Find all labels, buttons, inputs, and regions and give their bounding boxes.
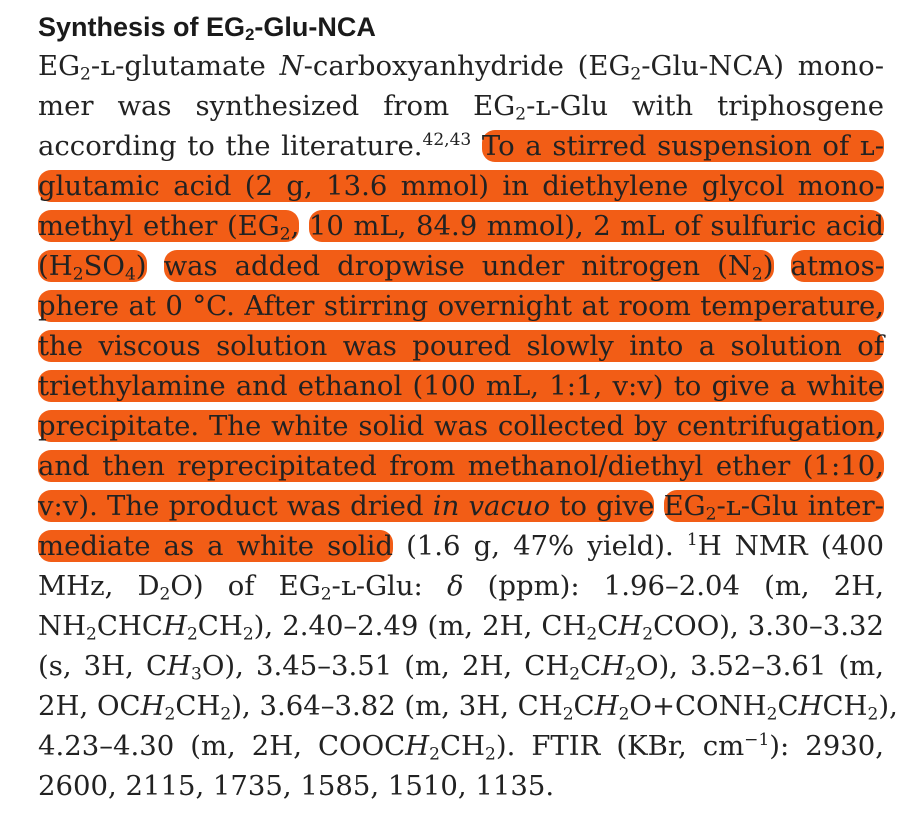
highlight-segment: mediate as a white solid bbox=[38, 530, 393, 562]
body-line-9 bbox=[38, 366, 884, 406]
body-line-5 bbox=[38, 206, 884, 246]
body-line-17: 2H, $OCH_2CH_2$), 3.64–3.82 (m, 3H, $CH_2CH_2O+CONH_2CHCH_2$), bbox=[38, 690, 898, 725]
highlight-segment: the viscous solution was poured slowly into a solution of bbox=[38, 330, 884, 362]
highlight-segment: $(H_2SO_4)$ bbox=[38, 250, 147, 285]
body-line-13: mediate as a white solid (1.6 g, 47% yield). $^1$H NMR (400 bbox=[38, 529, 885, 562]
highlight-segment: and then reprecipitated from methanol/diethyl ether (1:10, bbox=[38, 450, 884, 482]
body-line-15: $NH_2CHCH_2CH_2$), 2.40–2.49 (m, 2H, $CH_2CH_2COO$), 3.30–3.32 bbox=[38, 610, 885, 645]
highlight-segment: was added dropwise under nitrogen $(N_2)$ bbox=[163, 250, 774, 285]
body-line-11 bbox=[38, 446, 884, 486]
highlight-segment: glutamic acid (2 g, 13.6 mmol) in diethylene glycol mono- bbox=[38, 170, 884, 202]
body-line-10 bbox=[38, 406, 884, 446]
highlight-segment: atmos- bbox=[790, 250, 885, 282]
body-line-8 bbox=[38, 326, 884, 366]
body-line-12 bbox=[38, 486, 884, 526]
body-line-18: 4.23–4.30 (m, 2H, $COOCH_2CH_2$). FTIR (KBr, $cm^{-1}$): 2930, bbox=[38, 729, 885, 765]
body-line-2: mer was synthesized from $EG_2-ʟ$-Glu with triphosgene bbox=[38, 90, 884, 125]
body-line-1: $EG_2-ʟ$-glutamate N-carboxyanhydride $(EG_2-Glu-NCA)$ mono- bbox=[38, 50, 884, 85]
body-line-6 bbox=[38, 246, 884, 286]
body-line-7 bbox=[38, 286, 884, 326]
citation-superscript: 42,43 bbox=[422, 129, 472, 150]
highlight-segment: methyl ether ($EG_2$, bbox=[38, 210, 300, 245]
highlight-segment: phere at 0 °C. After stirring overnight at room temperature, bbox=[38, 290, 884, 322]
highlight-segment: v:v). The product was dried in vacuo to give bbox=[38, 490, 655, 522]
body-line-19: 2600, 2115, 1735, 1585, 1510, 1135. bbox=[38, 770, 555, 802]
heading-subscript: 2 bbox=[245, 25, 255, 45]
highlight-segment: precipitate. The white solid was collected by centrifugation, bbox=[38, 410, 884, 442]
highlight-segment: To a stirred suspension of ʟ- bbox=[481, 130, 884, 162]
heading-text-end: -Glu-NCA bbox=[254, 12, 376, 42]
section-heading bbox=[38, 12, 376, 43]
highlight-segment: 10 mL, 84.9 mmol), 2 mL of sulfuric acid bbox=[308, 210, 884, 242]
body-line-3: according to the literature.$^{42,43}$ To a stirred suspension of ʟ- bbox=[38, 129, 884, 162]
body-line-4 bbox=[38, 166, 884, 206]
heading-text: Synthesis of EG bbox=[38, 12, 246, 42]
highlight-segment: triethylamine and ethanol (100 mL, 1:1, v:v) to give a white bbox=[38, 370, 884, 402]
body-line-14: MHz, $D_2O$) of $EG_2-ʟ$-Glu: δ (ppm): 1.96–2.04 (m, 2H, bbox=[38, 570, 884, 605]
highlight-segment: $EG_2-ʟ$-Glu inter- bbox=[663, 490, 884, 525]
body-line-16: (s, 3H, $CH_3O$), 3.45–3.51 (m, 2H, $CH_2CH_2O$), 3.52–3.61 (m, bbox=[38, 650, 884, 685]
